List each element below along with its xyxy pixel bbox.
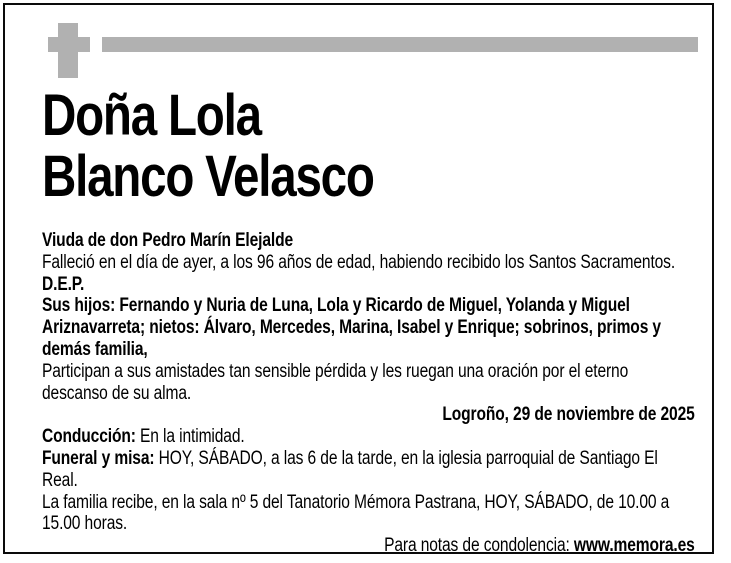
funeral-label: Funeral y misa: <box>41 447 155 469</box>
family-list: Sus hijos: Fernando y Nuria de Luna, Lola y Ricardo de Miguel, Yolanda y Miguel Ariznavarreta; nietos: Álvaro, Mercedes, Marina, Isabel y Enrique; sobrinos, primos y demás familia, <box>41 295 661 360</box>
deceased-name <box>42 85 695 207</box>
conduccion-line <box>42 426 695 448</box>
funeral-line <box>42 448 695 492</box>
condolence-line <box>42 535 695 557</box>
condolence-label: Para notas de condolencia: <box>384 535 574 557</box>
relation-line: Viuda de don Pedro Marín Elejalde <box>41 230 294 251</box>
obituary-card <box>3 3 714 557</box>
reception-info: La familia recibe, en la sala nº 5 del Tanatorio Mémora Pastrana, HOY, SÁBADO, de 10.00 a 15.00 horas. <box>41 491 670 535</box>
death-notice: Falleció en el día de ayer, a los 96 años de edad, habiendo recibido los Santos Sacramentos. <box>41 251 676 273</box>
obituary-content <box>10 10 715 557</box>
conduccion-text: En la intimidad. <box>135 426 245 448</box>
participation-text: Participan a sus amistades tan sensible pérdida y les ruegan una oración por el eterno descanso de su alma. <box>41 360 629 404</box>
conduccion-label: Conducción: <box>41 426 136 448</box>
funeral-text: HOY, SÁBADO, a las 6 de la tarde, en la iglesia parroquial de Santiago El Real. <box>41 447 658 491</box>
condolence-url[interactable]: www.memora.es <box>573 535 695 557</box>
dep-abbreviation: D.E.P. <box>41 273 85 295</box>
name-line-2: Blanco Velasco <box>41 144 374 209</box>
name-line-1: Doña Lola <box>41 83 261 148</box>
place-date: Logroño, 29 de noviembre de 2025 <box>442 404 695 426</box>
